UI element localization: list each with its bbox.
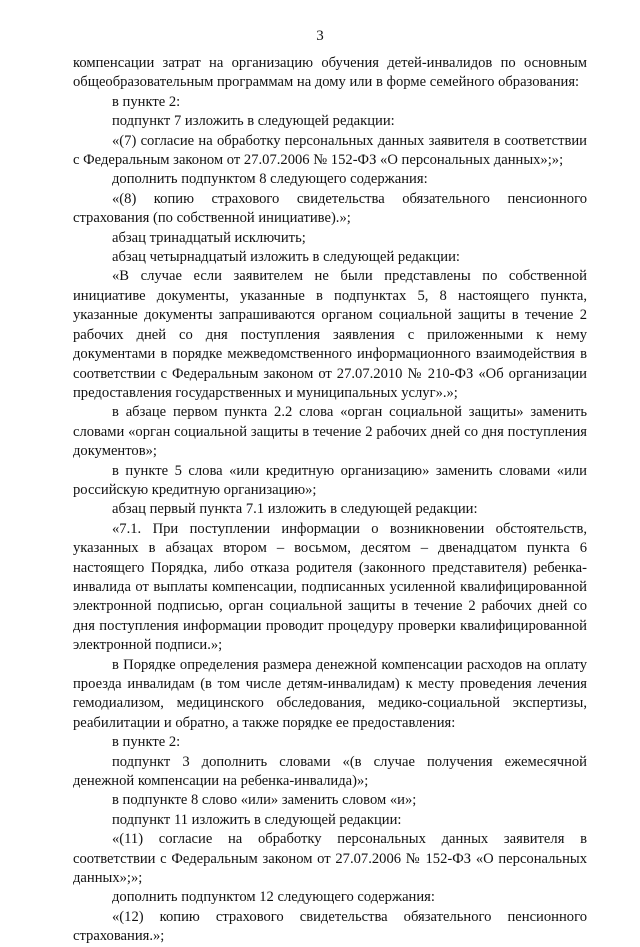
paragraph: в подпункте 8 слово «или» заменить словом «и»; [112, 792, 417, 809]
paragraph: компенсации затрат на организацию обучения детей-инвалидов по основным общеобразовательным программам на дому или в форме семейного образования: [73, 55, 587, 91]
paragraph: в Порядке определения размера денежной компенсации расходов на оплату проезда инвалидам (в том числе детям-инвалидам) к месту проведения лечения гемодиализом, медицинского обследования, медико-социальной экспертизы, реабилитации и обратно, а также порядке ее предоставления: [73, 656, 587, 731]
paragraph: в абзаце первом пункта 2.2 слова «орган социальной защиты» заменить словами «орган социальной защиты в течение 2 рабочих дней со дня поступления документов»; [73, 404, 587, 460]
paragraph: «(7) согласие на обработку персональных данных заявителя в соответствии с Федеральным законом от 27.07.2006 № 152-ФЗ «О персональных данных»;»; [73, 132, 587, 169]
paragraph: абзац тринадцатый исключить; [112, 229, 306, 246]
paragraph: дополнить подпунктом 12 следующего содержания: [112, 889, 435, 906]
paragraph: «(12) копию страхового свидетельства обязательного пенсионного страхования.»; [73, 908, 587, 945]
paragraph: подпункт 11 изложить в следующей редакции: [112, 811, 402, 828]
paragraph: абзац четырнадцатый изложить в следующей редакции: [112, 249, 460, 266]
paragraph: «7.1. При поступлении информации о возникновении обстоятельств, указанных в абзацах втором – восьмом, десятом – двенадцатом пункта 6 настоящего Порядка, либо отказа родителя (законного представителя) ребенка-инвалида от выплаты компенсации, подписанных усиленной квалифицированной электронной подписью, орган социальной защиты в течение 2 рабочих дней со дня поступления информации проводит процедуру проверки квалифицированной электронной подписи.»; [73, 520, 587, 654]
paragraph: абзац первый пункта 7.1 изложить в следующей редакции: [112, 501, 478, 518]
page-number: 3 [316, 28, 324, 44]
paragraph: в пункте 5 слова «или кредитную организацию» заменить словами «или российскую кредитную организацию»; [73, 462, 587, 498]
paragraph: дополнить подпунктом 8 следующего содержания: [112, 171, 428, 188]
paragraph: «(8) копию страхового свидетельства обязательного пенсионного страхования (по собственной инициативе).»; [73, 190, 587, 227]
paragraph: «В случае если заявителем не были представлены по собственной инициативе документы, указанные в подпунктах 5, 8 настоящего пункта, указанные документы запрашиваются органом социальной защиты в течение 2 рабочих дней со дня поступления заявления с приложенными к нему документами в порядке межведомственного информационного взаимодействия в соответствии с Федеральным законом от 27.07.2010 № 210-ФЗ «Об организации предоставления государственных и муниципальных услуг».»; [73, 268, 587, 401]
paragraph: подпункт 7 изложить в следующей редакции: [112, 113, 395, 130]
document-body [73, 54, 587, 947]
paragraph: в пункте 2: [112, 93, 181, 110]
paragraph: подпункт 3 дополнить словами «(в случае получения ежемесячной денежной компенсации на ребенка-инвалида)»; [73, 753, 587, 790]
paragraph: в пункте 2: [112, 734, 181, 751]
paragraph: «(11) согласие на обработку персональных данных заявителя в соответствии с Федеральным законом от 27.07.2006 № 152-ФЗ «О персональных данных»;»; [73, 831, 587, 887]
